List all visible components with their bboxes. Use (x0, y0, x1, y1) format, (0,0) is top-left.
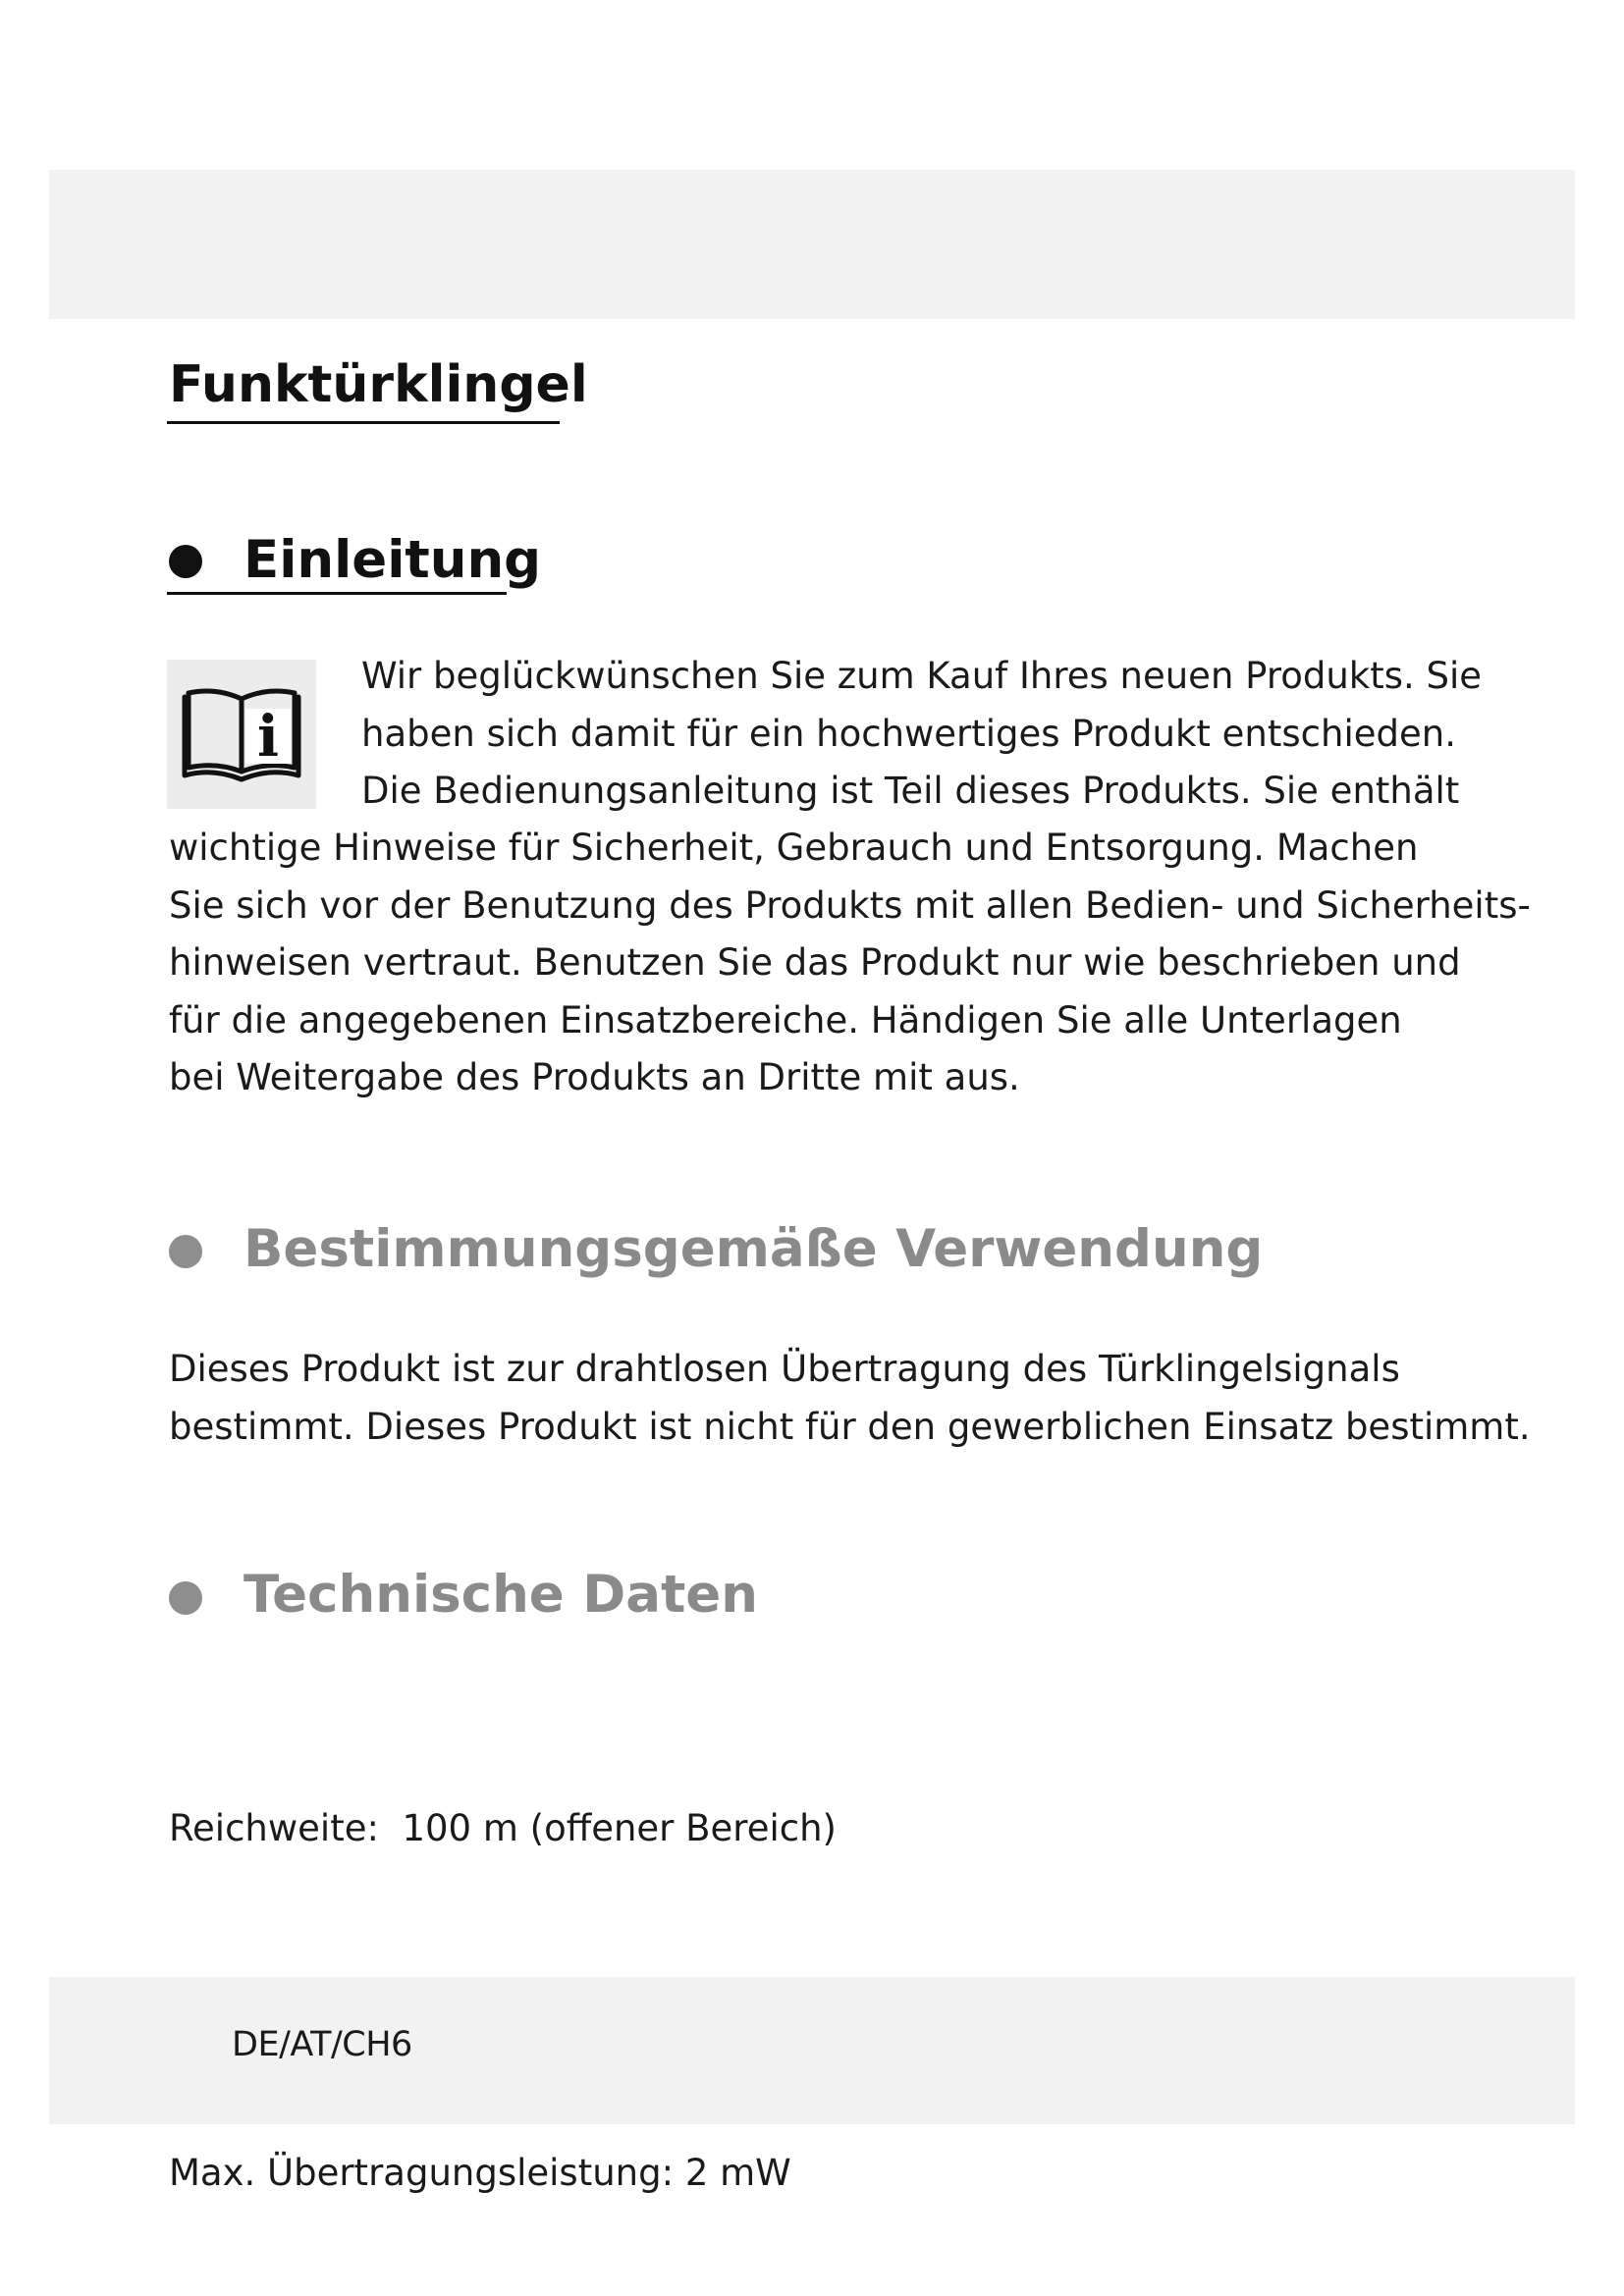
intro-line: wichtige Hinweise für Sicherheit, Gebrauch und Entsorgung. Machen (169, 827, 1419, 869)
intro-line: Sie sich vor der Benutzung des Produkts mit allen Bedien- und Sicherheits- (169, 883, 1531, 927)
intro-line: bei Weitergabe des Produkts an Dritte mit aus. (169, 1056, 1020, 1098)
document-title: Funktürklingel (169, 355, 588, 414)
intro-line: haben sich damit für ein hochwertiges Produkt entschieden. (361, 712, 1456, 755)
intro-line: hinweisen vertraut. Benutzen Sie das Produkt nur wie beschrieben und (169, 941, 1461, 984)
intended-use-line: Dieses Produkt ist zur drahtlosen Übertragung des Türklingelsignals (169, 1348, 1400, 1390)
intro-paragraph (169, 820, 1531, 1107)
intro-line: Wir beglückwünschen Sie zum Kauf Ihres neuen Produkts. Sie (361, 655, 1483, 697)
page-number: DE/AT/CH6 (232, 2025, 412, 2064)
intro-paragraph-beside-icon (361, 648, 1482, 821)
section-bullet-intro (169, 545, 202, 578)
intro-line: für die angegebenen Einsatzbereiche. Händigen Sie alle Unterlagen (169, 998, 1402, 1041)
tech-data-list (169, 1685, 837, 2260)
section-heading-intended-use: Bestimmungsgemäße Verwendung (244, 1219, 1264, 1279)
header-band (49, 170, 1575, 319)
intro-line: Die Bedienungsanleitung ist Teil dieses Produkts. Sie enthält (361, 770, 1460, 812)
info-book-icon (167, 660, 316, 809)
section-heading-intro-underline (167, 592, 507, 595)
tech-data-power: Max. Übertragungsleistung: 2 mW (169, 2152, 791, 2194)
section-bullet-intended-use (169, 1235, 202, 1268)
tech-data-range: Reichweite: 100 m (offener Bereich) (169, 1807, 837, 1849)
section-heading-intro: Einleitung (244, 530, 542, 590)
section-heading-tech-data: Technische Daten (244, 1565, 758, 1625)
section-bullet-tech-data (169, 1581, 202, 1615)
info-book-icon-graphic (167, 660, 316, 809)
intended-use-paragraph (169, 1341, 1531, 1456)
title-underline (167, 421, 560, 424)
svg-text:i: i (256, 703, 280, 770)
intended-use-line: bestimmt. Dieses Produkt ist nicht für den gewerblichen Einsatz bestimmt. (169, 1405, 1531, 1448)
